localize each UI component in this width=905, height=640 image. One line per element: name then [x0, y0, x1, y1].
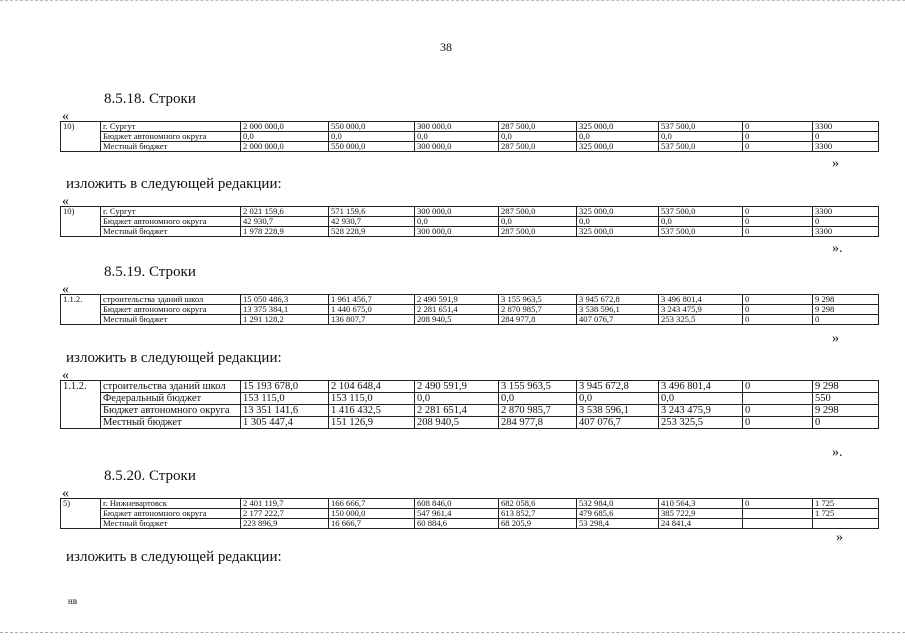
open-quote: « [62, 109, 69, 124]
row-number-cell [61, 519, 101, 529]
row-label-cell: Бюджет автономного округа [101, 132, 241, 142]
row-label-cell: Местный бюджет [101, 315, 241, 325]
value-cell: 287 500,0 [499, 227, 577, 237]
row-label-cell: строительства зданий школ [101, 381, 241, 393]
value-cell: 9 298 [813, 405, 879, 417]
value-cell: 53 298,4 [577, 519, 659, 529]
value-cell: 0 [743, 417, 813, 429]
row-number-cell [61, 142, 101, 152]
value-cell: 0,0 [241, 132, 329, 142]
value-cell: 0 [743, 381, 813, 393]
value-cell: 3 945 672,8 [577, 295, 659, 305]
value-cell: 0,0 [659, 217, 743, 227]
value-cell: 407 076,7 [577, 315, 659, 325]
table-row [61, 519, 879, 529]
value-cell: 0,0 [499, 217, 577, 227]
value-cell: 2 870 985,7 [499, 405, 577, 417]
value-cell: 0 [743, 207, 813, 217]
value-cell: 3 155 963,5 [499, 295, 577, 305]
section-heading-8-5-18: 8.5.18. Строки [104, 91, 196, 107]
section-heading-8-5-20: 8.5.20. Строки [104, 468, 196, 484]
table-row [61, 207, 879, 217]
value-cell: 2 490 591,9 [415, 295, 499, 305]
table-row [61, 417, 879, 429]
table-row [61, 132, 879, 142]
value-cell: 9 298 [813, 305, 879, 315]
value-cell: 537 500,0 [659, 142, 743, 152]
value-cell: 13 375 384,1 [241, 305, 329, 315]
value-cell: 2 177 222,7 [241, 509, 329, 519]
value-cell: 0 [743, 315, 813, 325]
row-number-cell [61, 509, 101, 519]
value-cell: 0 [743, 305, 813, 315]
table-8-5-20-before [60, 498, 879, 529]
page-number: 38 [440, 40, 452, 54]
value-cell: 3 538 596,1 [577, 405, 659, 417]
value-cell: 2 870 985,7 [499, 305, 577, 315]
close-quote: » [832, 331, 839, 346]
value-cell: 550 [813, 393, 879, 405]
value-cell: 2 104 648,4 [329, 381, 415, 393]
value-cell: 150 000,0 [329, 509, 415, 519]
row-number-cell [61, 217, 101, 227]
value-cell: 1 291 128,2 [241, 315, 329, 325]
value-cell: 1 416 432,5 [329, 405, 415, 417]
table-row [61, 381, 879, 393]
row-number-cell [61, 417, 101, 429]
value-cell: 3 155 963,5 [499, 381, 577, 393]
value-cell: 1 725 [813, 509, 879, 519]
open-quote: « [62, 368, 69, 383]
value-cell: 284 977,8 [499, 315, 577, 325]
footer-mark: нв [68, 596, 78, 606]
value-cell: 0 [813, 132, 879, 142]
row-number-cell [61, 393, 101, 405]
value-cell: 2 401 119,7 [241, 499, 329, 509]
row-label-cell: г. Сургут [101, 207, 241, 217]
bottom-scan-edge [0, 632, 905, 634]
value-cell: 537 500,0 [659, 227, 743, 237]
value-cell: 300 000,0 [415, 227, 499, 237]
value-cell: 550 000,0 [329, 142, 415, 152]
value-cell: 385 722,9 [659, 509, 743, 519]
instruction-text: изложить в следующей редакции: [66, 549, 282, 565]
row-number-cell: 5) [61, 499, 101, 509]
row-number-cell: 10) [61, 122, 101, 132]
value-cell: 0,0 [659, 132, 743, 142]
row-label-cell: г. Сургут [101, 122, 241, 132]
row-number-cell [61, 227, 101, 237]
table-8-5-18-after [60, 206, 879, 237]
value-cell: 3 243 475,9 [659, 305, 743, 315]
value-cell: 3 496 801,4 [659, 381, 743, 393]
value-cell: 2 021 159,6 [241, 207, 329, 217]
value-cell: 3300 [813, 227, 879, 237]
value-cell: 528 228,9 [329, 227, 415, 237]
value-cell: 479 685,6 [577, 509, 659, 519]
value-cell: 2 000 000,0 [241, 142, 329, 152]
value-cell: 0,0 [329, 132, 415, 142]
row-label-cell: Бюджет автономного округа [101, 305, 241, 315]
value-cell [743, 393, 813, 405]
value-cell: 3 496 801,4 [659, 295, 743, 305]
value-cell: 0 [743, 295, 813, 305]
row-label-cell: Бюджет автономного округа [101, 405, 241, 417]
row-number-cell [61, 315, 101, 325]
value-cell: 1 725 [813, 499, 879, 509]
instruction-text: изложить в следующей редакции: [66, 350, 282, 366]
value-cell: 532 984,0 [577, 499, 659, 509]
close-quote-dot: ». [832, 241, 843, 256]
close-quote: » [832, 156, 839, 171]
open-quote: « [62, 486, 69, 501]
value-cell: 0 [743, 142, 813, 152]
value-cell: 325 000,0 [577, 142, 659, 152]
value-cell: 153 115,0 [241, 393, 329, 405]
value-cell: 0 [813, 217, 879, 227]
section-heading-8-5-19: 8.5.19. Строки [104, 264, 196, 280]
value-cell: 16 666,7 [329, 519, 415, 529]
value-cell: 0 [743, 122, 813, 132]
value-cell: 166 666,7 [329, 499, 415, 509]
value-cell: 3300 [813, 207, 879, 217]
value-cell: 0 [743, 132, 813, 142]
row-number-cell [61, 305, 101, 315]
table-row [61, 393, 879, 405]
value-cell: 0,0 [577, 217, 659, 227]
table-row [61, 499, 879, 509]
value-cell: 208 940,5 [415, 315, 499, 325]
row-label-cell: Местный бюджет [101, 227, 241, 237]
value-cell: 537 500,0 [659, 122, 743, 132]
table-row [61, 142, 879, 152]
value-cell: 608 846,0 [415, 499, 499, 509]
table-8-5-19-before [60, 294, 879, 325]
table-row [61, 217, 879, 227]
value-cell: 284 977,8 [499, 417, 577, 429]
value-cell: 1 440 675,0 [329, 305, 415, 315]
value-cell: 0,0 [415, 217, 499, 227]
top-scan-edge [0, 0, 905, 2]
value-cell [743, 509, 813, 519]
row-label-cell: Местный бюджет [101, 417, 241, 429]
table-8-5-19-after [60, 380, 879, 429]
row-label-cell: Федеральный бюджет [101, 393, 241, 405]
row-label-cell: Местный бюджет [101, 519, 241, 529]
value-cell: 60 884,6 [415, 519, 499, 529]
table-row [61, 295, 879, 305]
value-cell: 0,0 [659, 393, 743, 405]
value-cell: 682 058,6 [499, 499, 577, 509]
table-row [61, 122, 879, 132]
row-number-cell: 1.1.2. [61, 295, 101, 305]
instruction-text: изложить в следующей редакции: [66, 176, 282, 192]
value-cell: 547 961,4 [415, 509, 499, 519]
value-cell: 287 500,0 [499, 207, 577, 217]
open-quote: « [62, 194, 69, 209]
value-cell: 613 852,7 [499, 509, 577, 519]
value-cell: 325 000,0 [577, 227, 659, 237]
value-cell: 0 [743, 405, 813, 417]
value-cell: 2 490 591,9 [415, 381, 499, 393]
value-cell: 410 564,3 [659, 499, 743, 509]
value-cell: 571 159,6 [329, 207, 415, 217]
value-cell: 2 281 651,4 [415, 405, 499, 417]
value-cell: 325 000,0 [577, 122, 659, 132]
value-cell: 0 [743, 227, 813, 237]
value-cell: 1 961 456,7 [329, 295, 415, 305]
row-number-cell: 1.1.2. [61, 381, 101, 393]
value-cell: 300 000,0 [415, 142, 499, 152]
value-cell: 3300 [813, 122, 879, 132]
value-cell: 0 [743, 217, 813, 227]
value-cell: 3 945 672,8 [577, 381, 659, 393]
table-row [61, 405, 879, 417]
value-cell: 42 930,7 [241, 217, 329, 227]
row-label-cell: строительства зданий школ [101, 295, 241, 305]
value-cell: 0,0 [415, 393, 499, 405]
value-cell: 537 500,0 [659, 207, 743, 217]
table-row [61, 227, 879, 237]
table-row [61, 315, 879, 325]
row-label-cell: Бюджет автономного округа [101, 509, 241, 519]
value-cell: 3 538 596,1 [577, 305, 659, 315]
value-cell: 300 000,0 [415, 207, 499, 217]
row-number-cell: 10) [61, 207, 101, 217]
value-cell: 0 [813, 315, 879, 325]
row-label-cell: Бюджет автономного округа [101, 217, 241, 227]
value-cell: 287 500,0 [499, 122, 577, 132]
value-cell [813, 519, 879, 529]
value-cell: 0 [743, 499, 813, 509]
value-cell: 68 205,9 [499, 519, 577, 529]
value-cell: 0,0 [415, 132, 499, 142]
value-cell: 0 [813, 417, 879, 429]
value-cell: 153 115,0 [329, 393, 415, 405]
value-cell: 9 298 [813, 381, 879, 393]
row-number-cell [61, 405, 101, 417]
value-cell: 136 807,7 [329, 315, 415, 325]
value-cell: 3 243 475,9 [659, 405, 743, 417]
value-cell: 300 000,0 [415, 122, 499, 132]
value-cell: 1 978 228,9 [241, 227, 329, 237]
value-cell [743, 519, 813, 529]
table-row [61, 305, 879, 315]
value-cell: 9 298 [813, 295, 879, 305]
value-cell: 13 351 141,6 [241, 405, 329, 417]
value-cell: 287 500,0 [499, 142, 577, 152]
close-quote: » [836, 530, 843, 545]
value-cell: 0,0 [577, 132, 659, 142]
value-cell: 42 930,7 [329, 217, 415, 227]
value-cell: 550 000,0 [329, 122, 415, 132]
table-8-5-18-before [60, 121, 879, 152]
value-cell: 15 050 486,3 [241, 295, 329, 305]
value-cell: 253 325,5 [659, 315, 743, 325]
value-cell: 0,0 [499, 393, 577, 405]
value-cell: 223 896,9 [241, 519, 329, 529]
value-cell: 1 305 447,4 [241, 417, 329, 429]
value-cell: 407 076,7 [577, 417, 659, 429]
value-cell: 2 000 000,0 [241, 122, 329, 132]
value-cell: 3300 [813, 142, 879, 152]
row-label-cell: Местный бюджет [101, 142, 241, 152]
value-cell: 0,0 [499, 132, 577, 142]
table-row [61, 509, 879, 519]
value-cell: 253 325,5 [659, 417, 743, 429]
value-cell: 325 000,0 [577, 207, 659, 217]
value-cell: 2 281 651,4 [415, 305, 499, 315]
row-label-cell: г. Нижневартовск [101, 499, 241, 509]
close-quote-dot: ». [832, 445, 843, 460]
value-cell: 0,0 [577, 393, 659, 405]
value-cell: 15 193 678,0 [241, 381, 329, 393]
value-cell: 24 841,4 [659, 519, 743, 529]
open-quote: « [62, 282, 69, 297]
value-cell: 151 126,9 [329, 417, 415, 429]
row-number-cell [61, 132, 101, 142]
value-cell: 208 940,5 [415, 417, 499, 429]
